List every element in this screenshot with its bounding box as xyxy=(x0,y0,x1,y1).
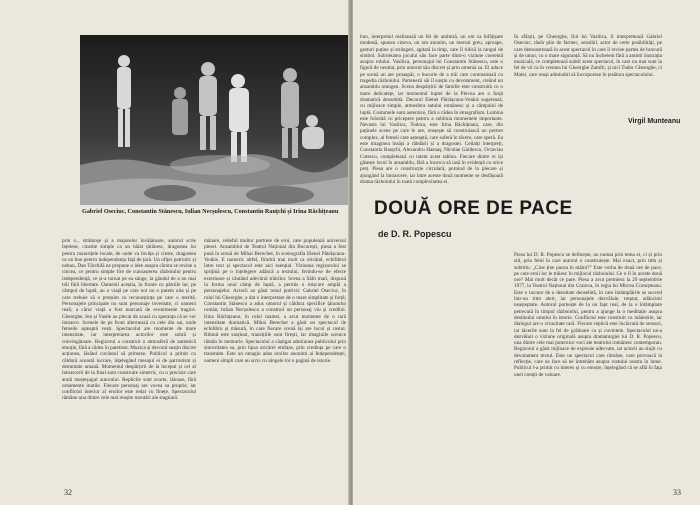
article-column-4-bottom xyxy=(514,252,662,484)
column-4-bottom-text: Piesa lui D. R. Popescu se definește, nu numai prin tema ei, ci și prin stil, prin felul în care autorul o construiește. Mai exact, prin titlu și subtitlu: „Cine ține pacea în mâini?” Este vorba de două ore de pace, pe care eroii lor le trăiesc în mijlocul războiului. Ce o fi în aceste două ore? Mai mult decât ce pare. Piesa a avut premiera la 29 septembrie 1977, la Teatrul Național din Craiova, în regia lui Mircea Cornișteanu. Este o lucrare de o densitate deosebită, în care întâmplările se succed într-un ritm alert, iar personajele dezvăluie, treptat, adâncimi neașteptate. Autorul pornește de la un fapt real, de la o întâmplare petrecută în timpul războiului, pentru a ajunge la o meditație asupra destinului omului în istorie. Conflictul este construit cu măiestrie, iar dialogul are o vivacitate rară. Fiecare replică este încărcată de sensuri, iar tăcerile sunt la fel de grăitoare ca și cuvintele. Spectacolul ne-a dezvăluit o viziune originală asupra dramaturgiei lui D. R. Popescu, una dintre cele mai puternice voci ale teatrului românesc contemporan. Regizorul a găsit mijloace de expresie adecvate, iar actorii au slujit cu devotament textul. Este un spectacol care rămâne, care provoacă la reflecție, care ne face să ne întrebăm asupra rostului nostru în lume. Publicul l-a primit cu interes și cu emoție, înțelegând că se află în fața unei creații de valoare. xyxy=(514,252,662,378)
page-number-left: 32 xyxy=(64,488,72,497)
article-column-2 xyxy=(204,238,346,488)
photo-caption: Gabriel Oseciuc, Constantin Stănescu, Iulian Necșulescu, Constantin Rauțchi și Irina Răchițeanu xyxy=(82,208,339,215)
article-column-3 xyxy=(360,34,503,486)
article-column-1 xyxy=(62,238,196,488)
page-number-right: 33 xyxy=(673,488,681,497)
column-1-text: prin s... strămoșe și a majorelor învățătoare, autorul scrie înțelese, cinstite simple ca un băiat țărănesc, dragostea lui pentru maiorițele locale, de unde va învăța și cinste, dragostea ca un bun pentru independența față de țară. Un ofițer patriotic și nebun, Dan Târchilă ne propune o idee asupra cărora se revine a cincea, ce pentru simple fire de cunoașterea războiului pentru independență, ce și-a turnat pe ea sânge, la gândul de a nu mai trăi fără libertate. Oamenii aceștia, în frunte cu pătriile lor, pe câmpul de luptă, au o viață pe care noi nu o putem uita și pe care trebuie să o prețuim cu recunoștința pe care o merită. Personajele principale nu sunt personaje inventate, ci oameni reali, a căror viață a fost marcată de evenimente tragice. Gheorghe, Ion și Vasile au plecat de acasă cu speranța că se vor întoarce. Scenele de pe front alternează cu cele din sat, unde femeile așteaptă vești. Spectacolul are momente de mare intensitate, iar interpretarea actorilor este sobră și convingătoare. Regizorul a construit o atmosferă de autentică emoție, fără a cădea în patetism. Muzica și decorul susțin discret acțiunea, lăsând cuvântul să primeze. Publicul a primit cu căldură această lucrare, înțelegând mesajul ei de patriotism și demnitate umană. Momentul despărțirii de la început și cel al întoarcerii de la final sunt construite simetric, cu o precizie care arată meșteșugul autorului. Replicile sunt scurte, tăioase, fără ornamente inutile. Fiecare personaj are vocea sa proprie, iar conflictul interior al eroilor este redat cu finețe. Spectacolul rămâne una dintre cele mai reușite montări ale stagiunii. xyxy=(62,238,196,402)
right-page xyxy=(353,0,700,505)
stage-photo-image xyxy=(80,35,348,205)
column-2-text: mânare, relieful multor portrete de eroi, care populează universul piesei. Ansamblul de Teatrul Național din București, piesa a fost pusă în scenă de Mihai Berechet, în scenografia Elenei Pătrășcanu-Veakis. E numeric altfel, fiindcă mai mult ca oricând, echilibrul între text și spectacol este aici esențial. Viziunea regizorului se sprijină pe o înțelegere adâncă a textului, ferindu-se de efecte exterioare și căutând adevărul trăirilor. Scena a Sălii mari, dispusă în forma unui câmp de luptă, a permis o mișcare amplă a personajelor. Actorii au găsit tonul potrivit: Gabriel Oseciuc, în rolul lui Gheorghe, a dat o interpretare de o mare simplitate și forță; Constantin Stănescu a adus umorul și căldura specifice țăranului român; Iulian Necșulescu a construit un personaj viu și credibil. Irina Răchițeanu, în rolul mamei, a avut momente de o rară intensitate dramatică. Mihai Berechet a găsit un spectacol de echilibru și măsură, în care fiecare scenă își are locul și rostul. Ritmul este susținut, tranzițiile sunt firești, iar imaginile scenice rămân în memorie. Spectacolul a câștigat adeziunea publicului prin sinceritatea sa, prin lipsa oricărei emfaze, prin credința pe care o transmite. Este un omagiu adus eroilor anonimi ai Independenței, oameni simpli care au scris cu sângele lor o pagină de istorie. xyxy=(204,238,346,364)
article-column-4-top xyxy=(514,34,662,112)
article-byline: de D. R. Popescu xyxy=(378,229,452,239)
stage-photograph xyxy=(80,35,348,205)
column-3-text: bun, interpretul realizează un fel de antiteză, un om ca înfățișare modestă, spunea cineva, un om anonim, un mersul greu, aproape, gesturi puține și strângeri, agitată la timp, care îl ridică la rangul de simbol. Sobrietatea jocului său face parte dintr-o viziune coerentă asupra rolului. Vasilica, personajul lui Constantin Stănescu, este o figură de neuitat, prin umorul său discret și prin omenia sa. El aduce pe scenă un aer proaspăt, o bucurie de a trăi care contrastează cu tragedia războiului. Partenerii săi îl susțin cu devotament, creând un ansamblu omogen. Scena despărțirii de familie este construită cu o mare delicatețe, iar momentul luptei de la Plevna are o forță dramatică deosebită. Decorul Elenei Pătrășcanu-Veakis sugerează, cu mijloace simple, atmosfera satului românesc și a câmpului de luptă. Costumele sunt autentice, fără a cădea în etnografism. Lumina este folosită cu pricepere pentru a sublinia momentele importante. Nevasta lui Vasilica, Todora, este Irina Răchițeanu, care, din puținele scene pe care le are, reușește să construiască un portret complex, al femeii care așteaptă, care suferă în tăcere, care speră. Ea este imaginea însăși a răbdării și a dragostei. Ceilalți interpreți, Constantin Rauțchi, Alexandru Hasnaș, Nicolae Gărdescu, Octavian Cotescu, completează cu talent acest tablou. Fiecare dintre ei își găsește locul în ansamblu, fără a încerca să iasă în evidență cu orice preț. Piesa are o construcție circulară, pornind de la plecare și ajungând la întoarcere, iar între aceste două momente se desfășoară drama războiului în toată complexitatea ei. xyxy=(360,34,503,185)
article-title: DOUĂ ORE DE PACE xyxy=(374,198,573,219)
column-4-top-text: În sfârșit, pe Gheorghe, fiul lui Vasilica, îl interpretează Gabriel Oseciuc, tânăr plin de farmec, sensibil, actor de certe posibilități, pe care demonstrează în acest spectacol în care îi revine partea de bravură și de umor, cu o mare siguranță. Să nu încheiem fără a aminti ilustrația muzicală, ce completează subtil acest spectacol, în care nu mai sunt la fel de vii ca în vremea lui Gheorghe Zamfir, și nici Tudor Gheorghe, ci Matei, care reuși admirabil să încorporeze în țesătura spectacolului. xyxy=(514,34,662,78)
author-signature: Virgil Munteanu xyxy=(628,118,681,125)
